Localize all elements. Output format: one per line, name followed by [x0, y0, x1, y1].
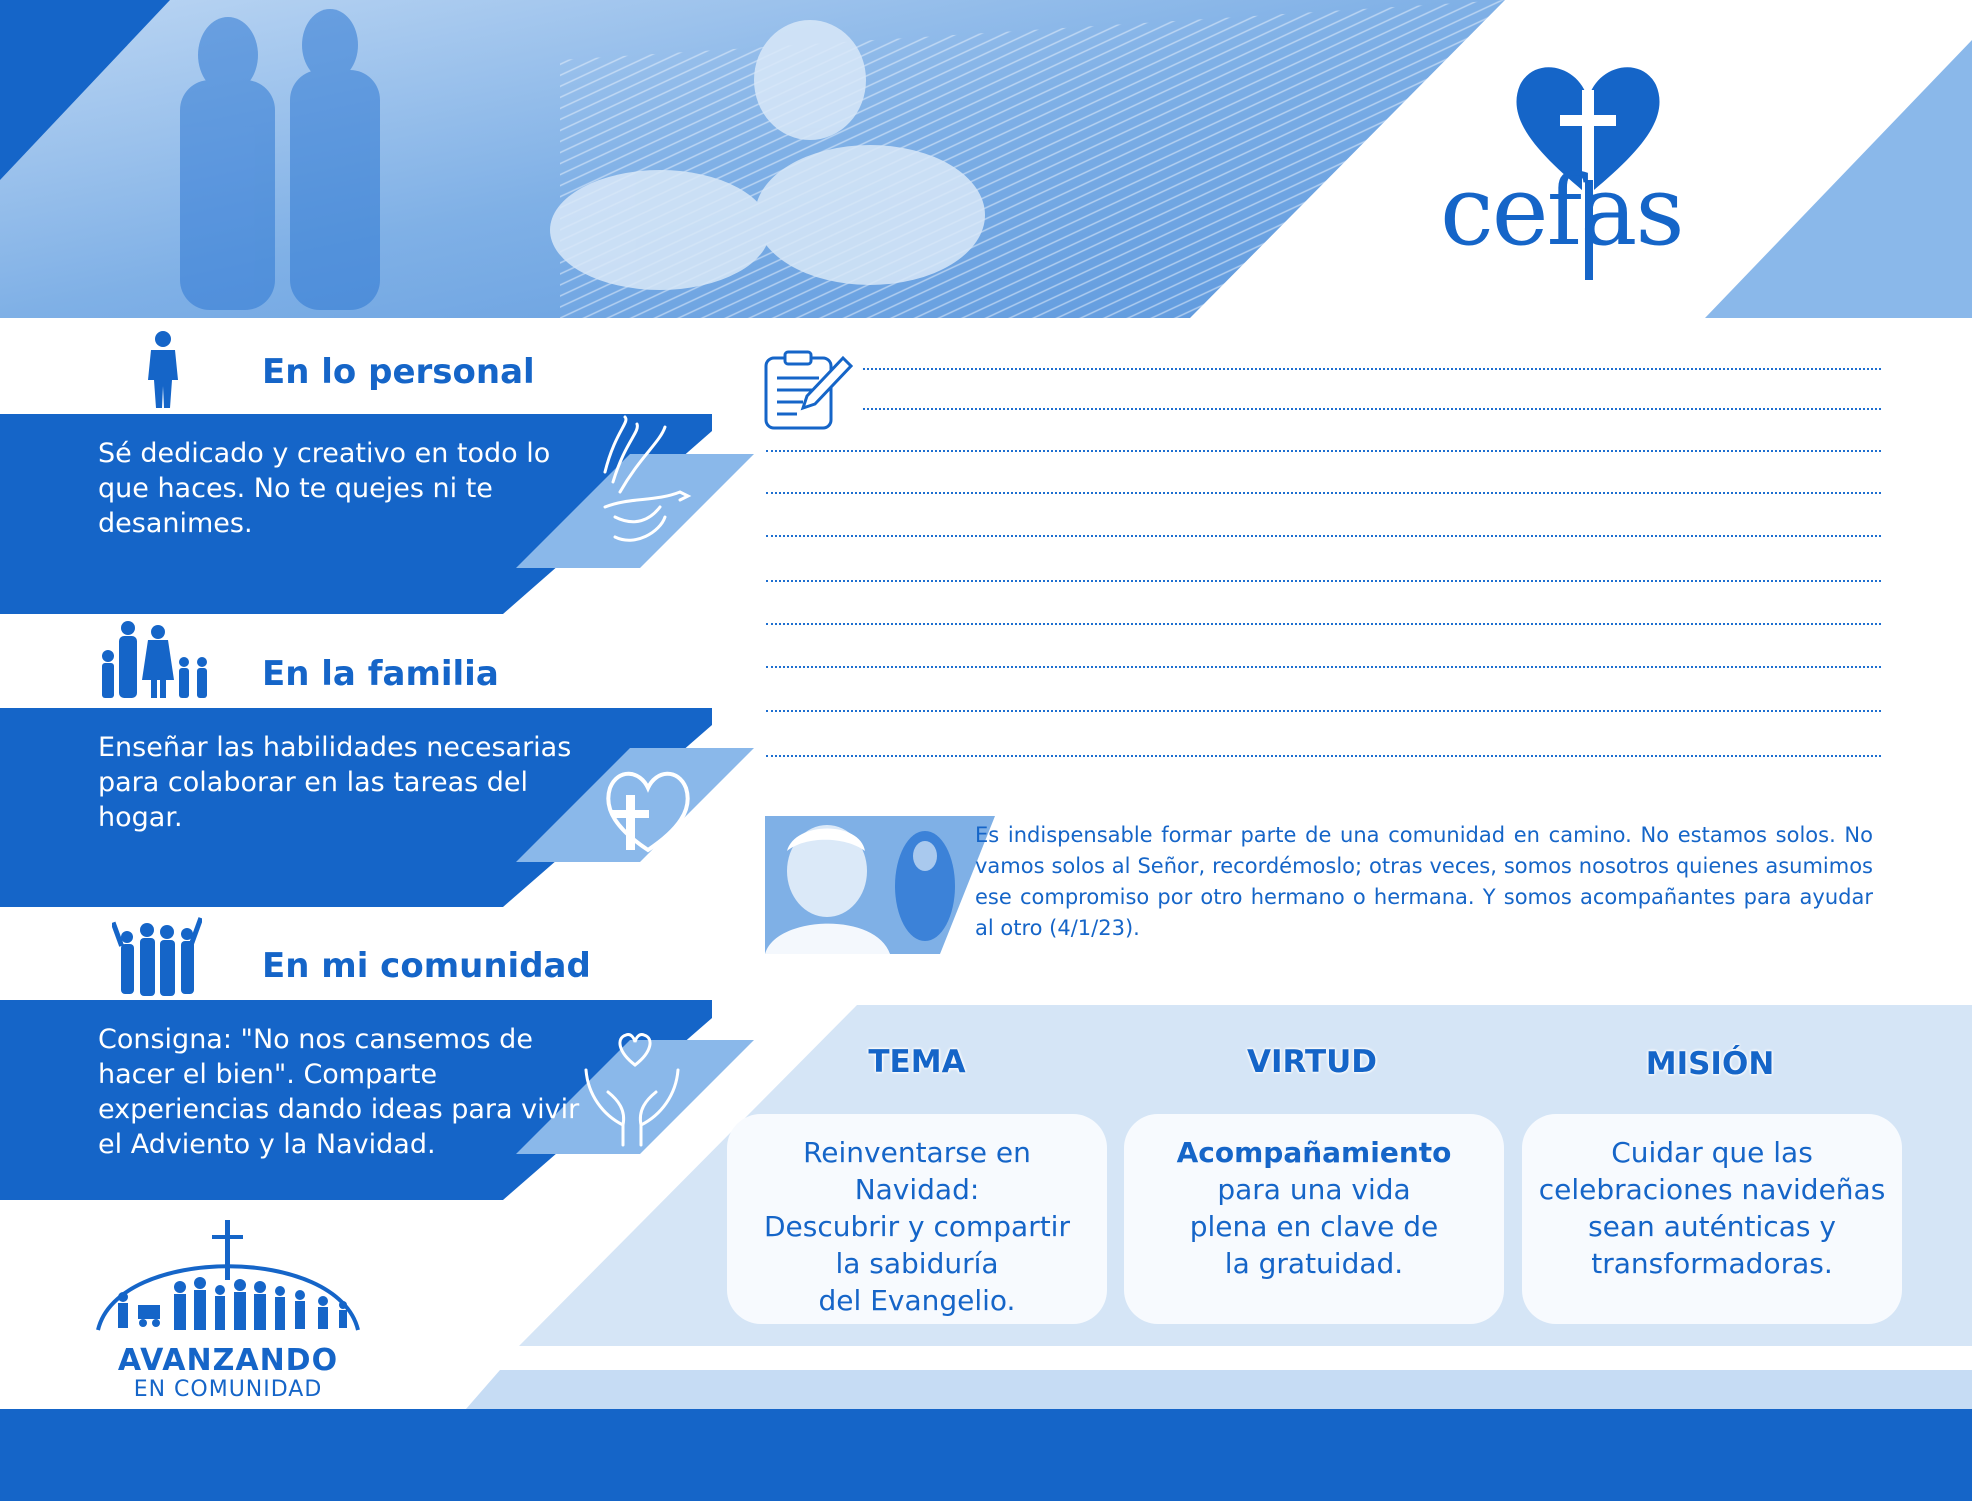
card-line: plena en clave de — [1189, 1210, 1439, 1243]
card-tema — [727, 1114, 1107, 1324]
card-line: sean auténticas y — [1588, 1210, 1836, 1243]
card-virtud — [1124, 1114, 1504, 1324]
heart-cross-icon — [598, 760, 698, 860]
section-title-family: En la familia — [262, 654, 499, 694]
logo-line2: EN COMUNIDAD — [133, 1377, 323, 1402]
logo-line1: AVANZANDO — [117, 1343, 339, 1378]
note-line[interactable] — [766, 580, 1881, 582]
card-line: Reinventarse en Navidad: — [803, 1136, 1031, 1206]
section-title-community: En mi comunidad — [262, 946, 591, 986]
cefas-logo — [1430, 60, 1730, 290]
section-text-family: Enseñar las habilidades necesarias para colaborar en las tareas del hogar. — [98, 732, 572, 833]
col-heading-virtud: VIRTUD — [1246, 1044, 1378, 1080]
note-line[interactable] — [766, 450, 1881, 452]
card-line: para una vida — [1217, 1173, 1411, 1206]
card-line: Descubrir y compartir — [764, 1210, 1070, 1243]
col-heading-tema: TEMA — [868, 1044, 966, 1080]
note-line[interactable] — [863, 408, 1881, 410]
card-line: celebraciones navideñas — [1538, 1173, 1886, 1206]
hands-heart-icon — [578, 1030, 683, 1150]
pope-photo — [765, 816, 995, 954]
note-line[interactable] — [766, 666, 1881, 668]
note-line[interactable] — [766, 755, 1881, 757]
family-icon — [98, 620, 213, 700]
dove-icon — [585, 412, 695, 552]
col-heading-mision: MISIÓN — [1645, 1046, 1775, 1082]
note-line[interactable] — [766, 623, 1881, 625]
brand-name: cefas — [1440, 155, 1683, 267]
section-title-personal: En lo personal — [262, 352, 535, 392]
note-line[interactable] — [766, 710, 1881, 712]
community-arch-icon — [88, 1215, 368, 1340]
note-line[interactable] — [863, 368, 1881, 370]
section-text-personal: Sé dedicado y creativo en todo lo que haces. No te quejes ni te desanimes. — [98, 438, 551, 539]
card-line: transformadoras. — [1591, 1247, 1833, 1280]
pope-quote: Es indispensable formar parte de una comunidad en camino. No estamos solos. No vamos solos al Señor, recordémoslo; otras veces, somos nosotros quienes asumimos ese compromiso por otro hermano o hermana. Y somos acompañantes para ayudar al otro (4/1/23). — [975, 823, 1873, 940]
note-line[interactable] — [766, 492, 1881, 494]
card-line: Cuidar que las — [1611, 1136, 1813, 1169]
card-line: la sabiduría — [835, 1247, 999, 1280]
section-text-community: Consigna: "No nos cansemos de hacer el bien". Comparte experiencias dando ideas para vivir el Adviento y la Navidad. — [98, 1024, 580, 1160]
card-bold: Acompañamiento — [1176, 1136, 1452, 1169]
person-icon — [138, 330, 188, 408]
card-line: del Evangelio. — [818, 1284, 1016, 1317]
notepad-pencil-icon — [763, 350, 853, 432]
avanzando-logo — [88, 1215, 368, 1405]
community-icon — [112, 912, 202, 997]
card-mision — [1522, 1114, 1902, 1324]
card-line: la gratuidad. — [1224, 1247, 1404, 1280]
note-line[interactable] — [766, 535, 1881, 537]
